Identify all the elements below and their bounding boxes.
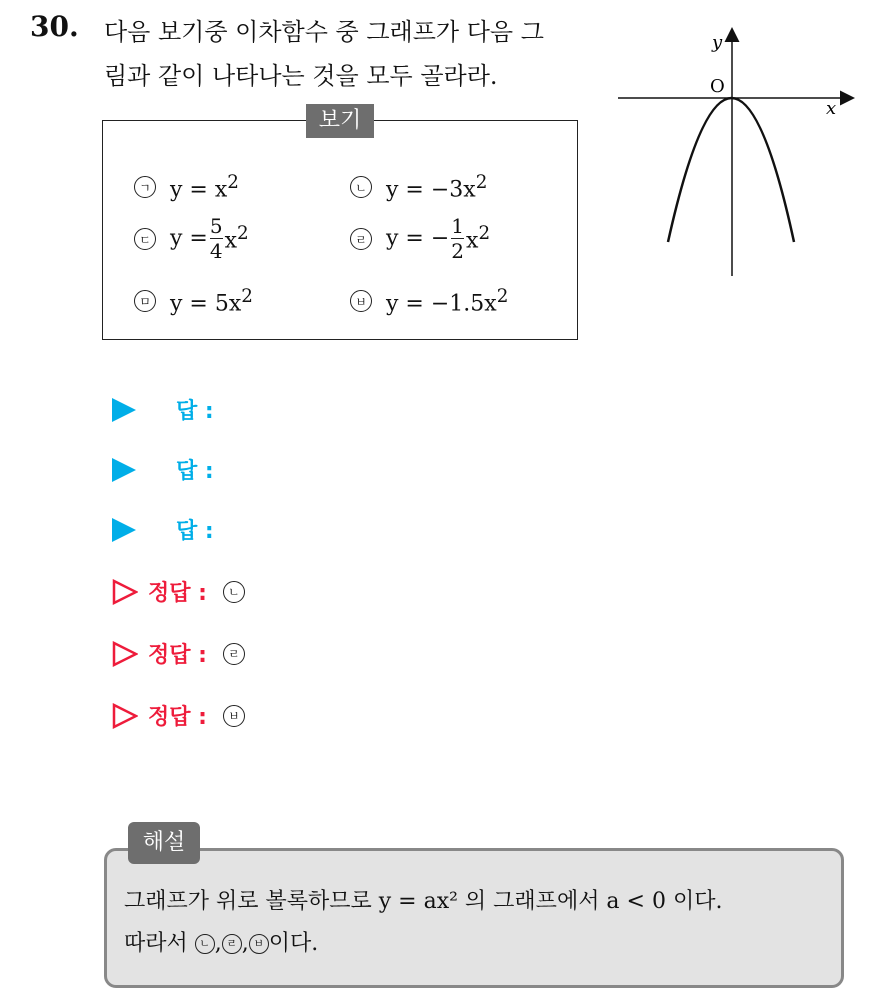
explanation-label: 해설 [128,822,200,864]
x-axis-label: x [826,98,837,119]
option-mark: ㄱ [134,176,156,198]
option-exponent: 2 [475,172,488,193]
correct-label: 정답 : [148,643,207,668]
explanation-mark: ㅂ [249,934,269,954]
option-6 [350,286,508,316]
question-text-line2: 림과 같이 나타나는 것을 모두 골라라. [104,62,498,90]
parabola-curve [668,98,794,242]
option-equation: y = x [170,177,228,203]
explanation-box [104,848,844,988]
answer-label: 답 : [176,459,214,484]
explanation-line2: 따라서 ㄴ , ㄹ , ㅂ 이다. [124,931,319,956]
arrow-icon [112,458,136,482]
option-equation: y = [170,226,208,251]
option-equation: y = −3x [386,177,476,203]
explanation-mark: ㄹ [222,934,242,954]
fraction-numerator: 5 [209,214,223,238]
correct-label: 정답 : [148,581,207,606]
fraction-denominator: 2 [451,239,465,263]
option-exponent: 2 [237,223,249,245]
correct-mark: ㄹ [223,643,245,665]
option-equation: y = − [386,226,450,251]
answer-blank-1 [112,394,214,425]
explanation-prefix: 따라서 [124,931,195,956]
option-2 [350,172,487,202]
option-mark: ㄷ [134,228,156,250]
correct-answer-3 [112,700,245,731]
arrow-icon [112,398,136,422]
option-variable: x [466,228,479,254]
correct-answer-1 [112,576,245,607]
option-mark: ㅂ [350,290,372,312]
option-equation: y = 5x [170,291,242,317]
option-exponent: 2 [478,223,491,245]
correct-mark: ㅂ [223,705,245,727]
option-5 [134,286,253,316]
correct-mark: ㄴ [223,581,245,603]
option-mark: ㄴ [350,176,372,198]
outline-arrow-icon [112,641,138,667]
bogi-label: 보기 [306,104,374,138]
question-text-line1: 다음 보기중 이차함수 중 그래프가 다음 그 [104,18,544,46]
outline-arrow-icon [112,703,138,729]
y-axis-label: y [712,32,723,53]
answer-blank-3 [112,514,214,545]
answer-label: 답 : [176,399,214,424]
option-exponent: 2 [241,286,253,307]
option-4 [350,216,490,261]
answer-blank-2 [112,454,214,485]
outline-arrow-icon [112,579,138,605]
fraction [210,216,223,261]
option-mark: ㅁ [134,290,156,312]
explanation-line1: 그래프가 위로 볼록하므로 y = ax² 의 그래프에서 a < 0 이다. [124,889,723,914]
fraction [451,216,464,261]
explanation-suffix: 이다. [268,931,319,956]
arrow-icon [112,518,136,542]
fraction-numerator: 1 [451,214,465,238]
answer-label: 답 : [176,519,214,544]
fraction-denominator: 4 [209,239,223,263]
question-number: 30. [30,10,79,43]
explanation-mark: ㄴ [195,934,215,954]
option-1 [134,172,239,202]
option-exponent: 2 [496,286,509,307]
parabola-graph [612,24,862,280]
correct-answer-2 [112,638,245,669]
origin-label: O [710,76,725,97]
option-3 [134,216,249,261]
option-mark: ㄹ [350,228,372,250]
option-variable: x [224,228,238,254]
option-equation: y = −1.5x [386,291,497,317]
option-exponent: 2 [227,172,239,193]
correct-label: 정답 : [148,705,207,730]
